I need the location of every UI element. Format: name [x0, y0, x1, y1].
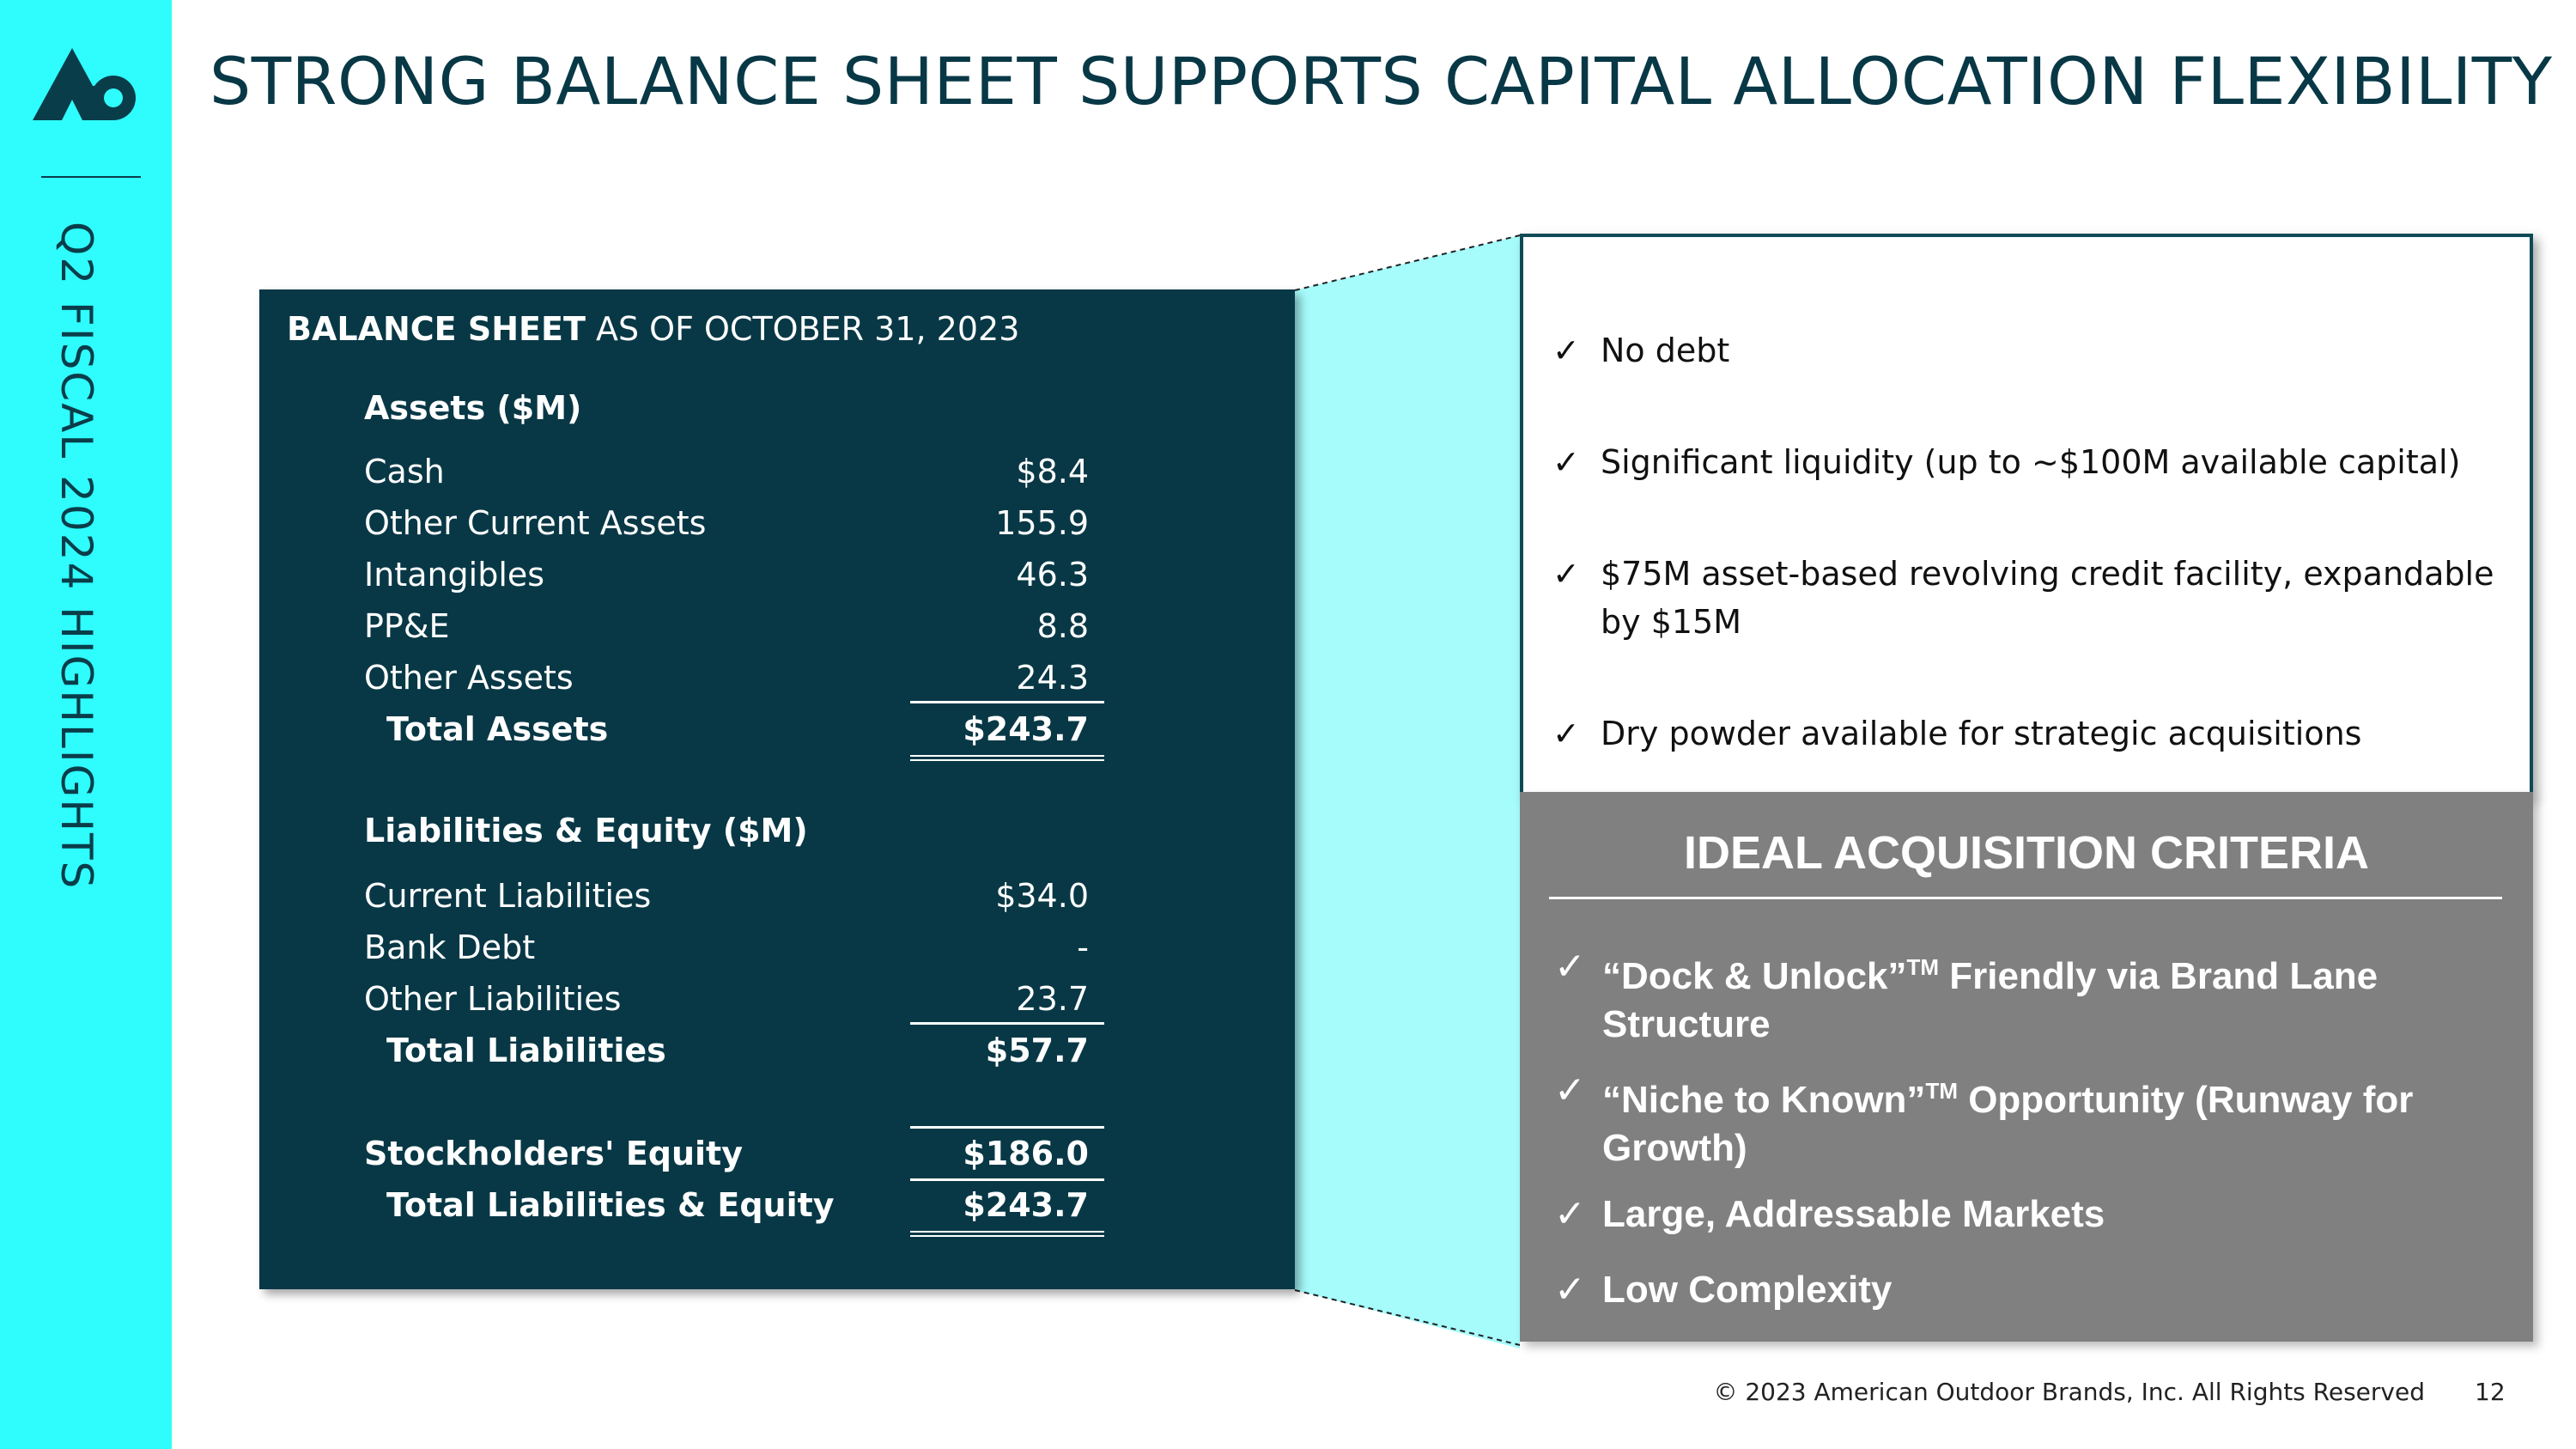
equity-row [259, 1135, 1295, 1178]
row-value: 24.3 [1016, 659, 1089, 697]
table-row [259, 659, 1295, 702]
liabilities-heading: Liabilities & Equity ($M) [364, 812, 808, 849]
criteria-text [1602, 1067, 2495, 1172]
check-icon: ✓ [1552, 443, 1580, 481]
highlight-text: $75M asset-based revolving credit facility, expandable by $15M [1601, 555, 2494, 641]
criteria-text: Low Complexity [1602, 1269, 1893, 1311]
row-label: Bank Debt [364, 928, 536, 966]
criteria-text: Large, Addressable Markets [1602, 1193, 2105, 1235]
side-accent-bar [0, 0, 172, 1449]
table-row [259, 877, 1295, 920]
check-icon: ✓ [1554, 1268, 1586, 1312]
criteria-text-main: “Niche to Known” [1602, 1079, 1926, 1121]
highlight-text: Significant liquidity (up to ~$100M available capital) [1601, 443, 2461, 481]
row-value: $243.7 [963, 710, 1089, 748]
row-label: Total Liabilities [386, 1032, 666, 1069]
table-row [259, 504, 1295, 547]
copyright-footer: © 2023 American Outdoor Brands, Inc. All Rights Reserved [1713, 1378, 2425, 1406]
row-value: 155.9 [995, 504, 1089, 542]
total-double-rule [910, 755, 1104, 761]
trademark-mark: TM [1906, 954, 1940, 980]
balance-sheet-header [287, 310, 1019, 348]
acquisition-title-rule [1549, 897, 2502, 899]
table-row [259, 607, 1295, 650]
table-row [259, 556, 1295, 599]
row-value: - [1077, 928, 1089, 966]
criteria-text-rest: Friendly via Brand Lane Structure [1602, 955, 2379, 1045]
row-label: Total Liabilities & Equity [386, 1186, 835, 1224]
row-value: $34.0 [995, 877, 1089, 915]
row-label: PP&E [364, 607, 450, 645]
row-value: $57.7 [985, 1032, 1089, 1069]
subtotal-rule [910, 1022, 1104, 1025]
row-label: Other Assets [364, 659, 574, 697]
acquisition-criteria-title: IDEAL ACQUISITION CRITERIA [1683, 827, 2370, 879]
row-label: Stockholders' Equity [364, 1135, 743, 1172]
acquisition-criteria-box [1520, 792, 2533, 1342]
check-icon: ✓ [1554, 945, 1586, 989]
highlight-text: Dry powder available for strategic acquisitions [1601, 715, 2362, 752]
row-value: 46.3 [1016, 556, 1089, 594]
row-value: $8.4 [1016, 453, 1089, 490]
balance-sheet-panel [259, 289, 1295, 1289]
criteria-text [1602, 943, 2495, 1049]
highlights-box [1520, 234, 2533, 795]
total-assets-row [259, 710, 1295, 753]
slide-title: STRONG BALANCE SHEET SUPPORTS CAPITAL ALLOCATION FLEXIBILITY [210, 43, 2553, 119]
row-label: Cash [364, 453, 445, 490]
row-value: 8.8 [1036, 607, 1089, 645]
row-label: Other Current Assets [364, 504, 707, 542]
trademark-mark: TM [1925, 1078, 1958, 1104]
check-icon: ✓ [1552, 332, 1580, 369]
check-icon: ✓ [1552, 555, 1580, 593]
check-icon: ✓ [1554, 1192, 1586, 1236]
balance-sheet-header-date: AS OF OCTOBER 31, 2023 [595, 310, 1020, 348]
row-label: Current Liabilities [364, 877, 652, 915]
total-double-rule [910, 1231, 1104, 1237]
criteria-text-main: “Dock & Unlock” [1602, 955, 1907, 997]
total-liabilities-equity-row [259, 1186, 1295, 1229]
assets-heading: Assets ($M) [364, 389, 582, 427]
table-row [259, 980, 1295, 1023]
balance-sheet-header-bold: BALANCE SHEET [287, 310, 586, 348]
row-label: Total Assets [386, 710, 609, 748]
table-row [259, 453, 1295, 496]
logo-divider [41, 176, 141, 178]
total-liabilities-row [259, 1032, 1295, 1075]
check-icon: ✓ [1554, 1068, 1586, 1112]
subtotal-rule [910, 701, 1104, 703]
zoom-connector-lines [1288, 232, 1528, 1349]
page-number: 12 [2475, 1378, 2506, 1406]
row-label: Other Liabilities [364, 980, 622, 1018]
table-row [259, 928, 1295, 971]
row-value: $243.7 [963, 1186, 1089, 1224]
section-side-label: Q2 FISCAL 2024 HIGHLIGHTS [52, 222, 101, 891]
row-value: 23.7 [1016, 980, 1089, 1018]
subtotal-rule [910, 1178, 1104, 1181]
equity-top-rule [910, 1126, 1104, 1129]
highlight-text: No debt [1601, 332, 1730, 369]
row-label: Intangibles [364, 556, 545, 594]
brand-mountain-logo-icon [33, 45, 139, 124]
check-icon: ✓ [1552, 715, 1580, 752]
criteria-text-rest: Opportunity (Runway for Growth) [1602, 1079, 2414, 1169]
row-value: $186.0 [963, 1135, 1089, 1172]
